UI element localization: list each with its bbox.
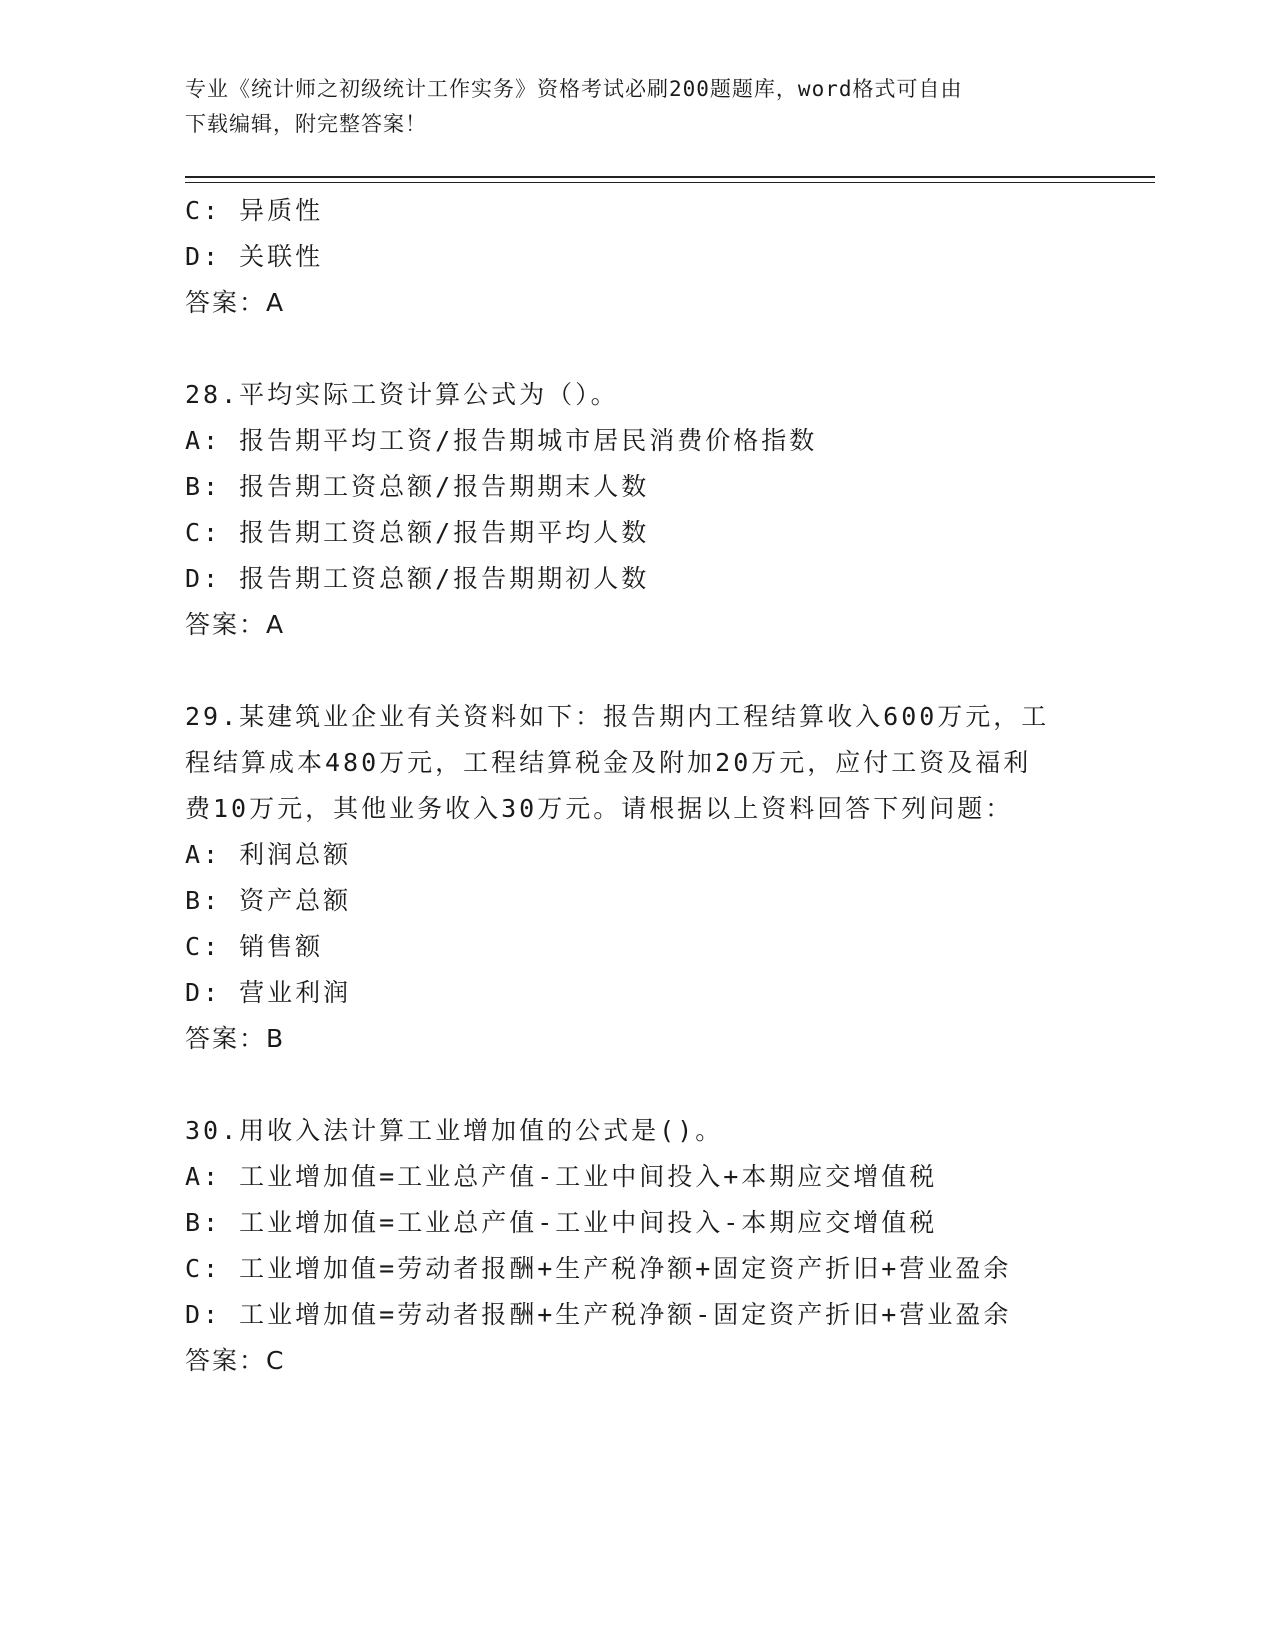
question-27-continued (185, 188, 1085, 326)
question-stem: 28.平均实际工资计算公式为（）。 (185, 380, 619, 409)
spacer (185, 1062, 1085, 1108)
spacer (185, 648, 1085, 694)
option-d: D: 工业增加值=劳动者报酬+生产税净额-固定资产折旧+营业盈余 (185, 1300, 1012, 1329)
answer: 答案：A (185, 610, 286, 639)
answer: 答案：B (185, 1024, 286, 1053)
question-stem-line-3: 费10万元，其他业务收入30万元。请根据以上资料回答下列问题： (185, 794, 1014, 823)
question-29 (185, 694, 1085, 1062)
option-b: B: 工业增加值=工业总产值-工业中间投入-本期应交增值税 (185, 1208, 938, 1237)
header-rule-thick (185, 176, 1155, 178)
option-d: D: 营业利润 (185, 978, 352, 1007)
answer: 答案：A (185, 288, 286, 317)
header-line-2: 下载编辑，附完整答案！ (185, 112, 427, 136)
question-stem-line-2: 程结算成本480万元，工程结算税金及附加20万元，应付工资及福利 (185, 748, 1032, 777)
question-stem: 30.用收入法计算工业增加值的公式是()。 (185, 1116, 724, 1145)
header-rule-thin (185, 182, 1155, 183)
question-30 (185, 1108, 1085, 1384)
question-stem-line-1: 29.某建筑业企业有关资料如下：报告期内工程结算收入600万元，工 (185, 702, 1050, 731)
option-a: A: 报告期平均工资/报告期城市居民消费价格指数 (185, 426, 818, 455)
option-c: C: 报告期工资总额/报告期平均人数 (185, 518, 650, 547)
option-b: B: 报告期工资总额/报告期期末人数 (185, 472, 650, 501)
question-content (185, 188, 1085, 1384)
option-a: A: 利润总额 (185, 840, 352, 869)
question-28 (185, 372, 1085, 648)
header-line-1: 专业《统计师之初级统计工作实务》资格考试必刷200题题库，word格式可自由 (185, 77, 963, 101)
answer: 答案：C (185, 1346, 286, 1375)
option-a: A: 工业增加值=工业总产值-工业中间投入+本期应交增值税 (185, 1162, 938, 1191)
option-c: C: 异质性 (185, 196, 324, 225)
option-c: C: 销售额 (185, 932, 324, 961)
option-d: D: 关联性 (185, 242, 324, 271)
option-b: B: 资产总额 (185, 886, 352, 915)
document-header (185, 72, 1065, 142)
spacer (185, 326, 1085, 372)
option-d: D: 报告期工资总额/报告期期初人数 (185, 564, 650, 593)
option-c: C: 工业增加值=劳动者报酬+生产税净额+固定资产折旧+营业盈余 (185, 1254, 1012, 1283)
